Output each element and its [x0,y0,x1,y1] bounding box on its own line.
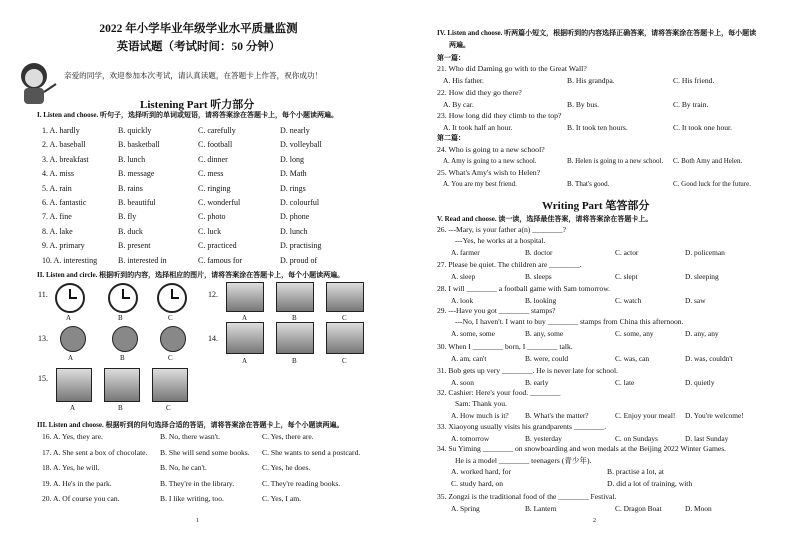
question-18-option-a: 18. A. Yes, he will. [42,463,100,472]
q11-label-c: C [168,314,173,322]
question-21-option-a: A. His father. [443,76,484,85]
question-7-option-a: 7. A. fine [42,212,72,222]
boy-face-icon [160,326,186,352]
q15-label-b: B [118,404,123,412]
question-31-option-d: D. quietly [685,378,715,387]
question-33: 33. Xiaoyong usually visits his grandparents ________. [437,422,607,431]
question-35-option-d: D. Moon [685,504,712,513]
question-7-option-c: C. photo [198,212,226,222]
question-4-option-a: 4. A. miss [42,169,75,179]
question-29-line-2: ---No, I haven't. I want to buy ________ stamps from China this afternoon. [455,317,684,326]
question-24: 24. Who is going to a new school? [437,145,545,154]
question-31-option-a: A. soon [451,378,474,387]
greeting-text: 亲爱的同学，欢迎参加本次考试，请认真读题，在答题卡上作答，祝你成功！ [64,71,323,80]
question-5-option-c: C. ringing [198,183,231,193]
question-33-option-d: D. last Sunday [685,434,729,443]
question-7-option-b: B. fly [118,212,137,222]
question-26-option-b: B. doctor [525,248,553,257]
question-10-option-d: D. proud of [280,255,318,265]
page-number: 2 [593,518,596,524]
question-20-option-c: C. Yes, I am. [262,494,302,503]
question-31: 31. Bob gets up very ________. He is never late for school. [437,366,618,375]
question-1-option-d: D. nearly [280,126,310,135]
question-19-option-a: 19. A. He's in the park. [42,478,112,488]
page-2 [397,0,794,550]
question-8-option-d: D. lunch [280,226,308,236]
q14-picture-a [226,322,264,354]
question-20-option-b: B. I like writing, too. [160,494,224,503]
question-22-option-b: B. By bus. [567,100,600,109]
question-8-option-c: C. luck [198,226,222,236]
question-30-option-a: A. am, can't [451,354,487,363]
question-10-option-a: 10. A. interesting [42,255,98,265]
section-5-instruction: V. Read and choose. 读一读，选择最佳答案，请将答案涂在答题卡上。 [437,215,653,223]
q11-label-a: A [66,314,72,322]
question-3-option-c: C. dinner [198,154,228,164]
question-19-option-b: B. They're in the library. [160,478,235,488]
question-33-option-c: C. on Sundays [615,434,658,443]
question-34-option-c: C. study hard, on [451,479,504,488]
q12-label-a: A [242,314,248,322]
question-2-option-c: C. football [198,140,233,150]
clock-a-icon [55,283,85,313]
question-1-option-c: C. carefully [198,126,236,135]
question-29: 29. ---Have you got ________ stamps? [437,306,556,315]
question-31-option-b: B. early [525,378,549,387]
question-21-option-b: B. His grandpa. [567,76,615,85]
question-18-option-b: B. No, he can't. [160,463,207,472]
question-26-line-2: ---Yes, he works at a hospital. [455,236,546,245]
q15-picture-a [56,368,92,402]
question-34-option-a: A. worked hard, for [451,467,512,476]
question-27-option-a: A. sleep [451,272,476,281]
question-22-option-c: C. By train. [673,100,709,109]
question-17-option-a: 17. A. She sent a box of chocolate. [42,447,148,457]
section-4-instruction: IV. Listen and choose. 听两篇小短文，根据听到的内容选择正确答案，请将答案涂在答题卡上，每小题读 [437,29,757,37]
question-27-option-b: B. sleeps [525,272,552,281]
student-cartoon-icon [12,58,60,108]
question-9-option-a: 9. A. primary [42,241,85,251]
q15-picture-b [104,368,140,402]
exam-subtitle: 英语试题（考试时间：50 分钟） [116,41,281,53]
passage-1-label: 第一篇： [437,54,465,62]
question-27: 27. Please be quiet. The children are ________. [437,260,582,269]
question-28: 28. I will ________ a football game with Sam tomorrow. [437,284,611,293]
question-1-option-a: 1. A. hardly [42,126,80,135]
question-16-option-a: 16. A. Yes, they are. [42,432,103,441]
question-30-option-d: D. was, couldn't [685,354,733,363]
question-25-option-b: B. That's good. [567,180,610,188]
question-23-option-c: C. It took one hour. [673,123,733,132]
question-30-option-b: B. were, could [525,354,569,363]
question-30: 30. When I ________ born, I ________ talk. [437,342,573,351]
question-34-option-b: B. practise a lot, at [607,467,664,476]
writing-header: Writing Part 笔答部分 [542,200,650,212]
q14-label-a: A [242,357,248,365]
question-32-option-d: D. You're welcome! [685,411,744,420]
page-number: 1 [196,518,199,524]
question-27-option-c: C. slept [615,272,638,281]
q12-picture-c [326,282,364,312]
question-16-option-c: C. Yes, there are. [262,432,314,441]
q13-number: 13. [38,334,48,343]
crying-face-icon [112,326,138,352]
q15-label-c: C [166,404,171,412]
question-25-option-c: C. Good luck for the future. [673,180,751,188]
listening-header: Listening Part 听力部分 [140,99,255,111]
section-3-instruction: III. Listen and choose. 根据听到的问句选择合适的答语，请将答案涂在答题卡上，每个小题读两遍。 [37,421,344,429]
exam-title: 2022 年小学毕业年级学业水平质量监测 [99,23,298,35]
question-26: 26. ---Mary, is your father a(n) ________? [437,225,566,234]
question-29-option-d: D. any, any [685,329,719,338]
question-23-option-a: A. It took half an hour. [443,123,513,132]
section-4-instruction-cont: 两遍。 [449,41,470,49]
question-2-option-a: 2. A. baseball [42,140,86,150]
question-9-option-b: B. present [118,241,151,251]
question-35-option-a: A. Spring [451,504,480,513]
question-4-option-c: C. mess [198,169,224,179]
q12-picture-b [276,282,314,312]
question-5-option-d: D. rings [280,183,306,193]
q11-label-b: B [118,314,123,322]
question-6-option-d: D. colourful [280,198,320,207]
question-8-option-a: 8. A. lake [42,226,73,236]
q15-number: 15. [38,374,48,383]
q12-number: 12. [208,290,218,299]
question-32-option-b: B. What's the matter? [525,411,589,420]
question-29-option-c: C. some, any [615,329,654,338]
question-24-option-a: A. Amy is going to a new school. [443,157,537,165]
question-19-option-c: C. They're reading books. [262,478,341,488]
question-33-option-a: A. tomorrow [451,434,490,443]
question-10-option-c: C. famous for [198,255,243,265]
question-29-option-a: A. some, some [451,329,495,338]
section-1-instruction: I. Listen and choose. 听句子，选择听到的单词或短语，请将答案涂在答题卡上，每个小题读两遍。 [37,111,339,119]
question-32: 32. Cashier: Here's your food. ________ [437,388,561,397]
question-5-option-b: B. rains [118,183,143,193]
question-5-option-a: 5. A. rain [42,183,72,193]
question-9-option-c: C. practiced [198,241,237,251]
q13-label-c: C [168,354,173,362]
question-21: 21. Who did Daming go with to the Great Wall? [437,64,587,73]
question-24-option-c: C. Both Amy and Helen. [673,157,743,165]
q14-label-b: B [292,357,297,365]
question-33-option-b: B. yesterday [525,434,562,443]
question-21-option-c: C. His friend. [673,76,715,85]
question-2-option-b: B. basketball [118,140,160,150]
question-34-line-2: He is a model ________ teenagers (青少年). [455,456,592,465]
clock-c-icon [157,283,187,313]
question-4-option-d: D. Math [280,169,307,179]
section-2-instruction: II. Listen and circle. 根据听到的内容，选择相应的图片，请将答案涂在答题卡上，每个小题读两遍。 [37,271,345,279]
question-28-option-a: A. look [451,296,474,305]
question-26-option-c: C. actor [615,248,639,257]
question-26-option-a: A. farmer [451,248,480,257]
question-3-option-d: D. long [280,154,304,164]
question-28-option-c: C. watch [615,296,642,305]
question-26-option-d: D. policeman [685,248,725,257]
question-2-option-d: D. volleyball [280,140,322,150]
question-10-option-b: B. interested in [118,255,167,265]
question-32-line-2: Sam: Thank you. [455,399,507,408]
q11-number: 11. [38,290,48,299]
question-31-option-c: C. late [615,378,635,387]
question-3-option-a: 3. A. breakfast [42,154,89,164]
question-22: 22. How did they go there? [437,88,522,97]
q13-label-a: A [68,354,74,362]
question-4-option-b: B. message [118,169,155,179]
question-18-option-c: C. Yes, he does. [262,463,311,472]
question-6-option-c: C. wonderful [198,198,241,207]
question-32-option-c: C. Enjoy your meal! [615,411,676,420]
question-6-option-b: B. beautiful [118,198,156,207]
question-25: 25. What's Amy's wish to Helen? [437,168,541,177]
q14-number: 14. [208,334,218,343]
girl-face-icon [60,326,86,352]
q12-picture-a [226,282,264,312]
q14-picture-c [326,322,364,354]
q12-label-c: C [342,314,347,322]
question-9-option-d: D. practising [280,241,322,251]
question-22-option-a: A. By car. [443,100,474,109]
question-6-option-a: 6. A. fantastic [42,198,87,207]
question-29-option-b: B. any, some [525,329,564,338]
question-35-option-b: B. Lantern [525,504,557,513]
q12-label-b: B [292,314,297,322]
question-17-option-b: B. She will send some books. [160,447,250,457]
passage-2-label: 第二篇： [437,134,465,142]
question-24-option-b: B. Helen is going to a new school. [567,157,664,165]
question-23-option-b: B. It took ten hours. [567,123,628,132]
question-25-option-a: A. You are my best friend. [443,180,517,188]
question-7-option-d: D. phone [280,212,310,222]
q14-picture-b [276,322,314,354]
question-17-option-c: C. She wants to send a postcard. [262,447,361,457]
clock-b-icon [108,283,138,313]
question-28-option-b: B. looking [525,296,557,305]
q13-label-b: B [120,354,125,362]
question-1-option-b: B. quickly [118,126,152,135]
question-16-option-b: B. No, there wasn't. [160,432,220,441]
question-3-option-b: B. lunch [118,154,146,164]
question-34-option-d: D. did a lot of training, with [607,479,693,488]
question-30-option-c: C. was, can [615,354,650,363]
q14-label-c: C [342,357,347,365]
question-23: 23. How long did they climb to the top? [437,111,562,120]
question-35-option-c: C. Dragon Boat [615,504,662,513]
question-35: 35. Zongzi is the traditional food of the ________ Festival. [437,492,617,501]
question-32-option-a: A. How much is it? [451,411,509,420]
q15-picture-c [152,368,188,402]
question-8-option-b: B. duck [118,226,143,236]
question-34: 34. Su Yiming ________ on snowboarding and won medals at the Beijing 2022 Winter Games. [437,444,727,453]
q15-label-a: A [70,404,76,412]
question-27-option-d: D. sleeping [685,272,719,281]
question-20-option-a: 20. A. Of course you can. [42,494,120,503]
question-28-option-d: D. saw [685,296,706,305]
